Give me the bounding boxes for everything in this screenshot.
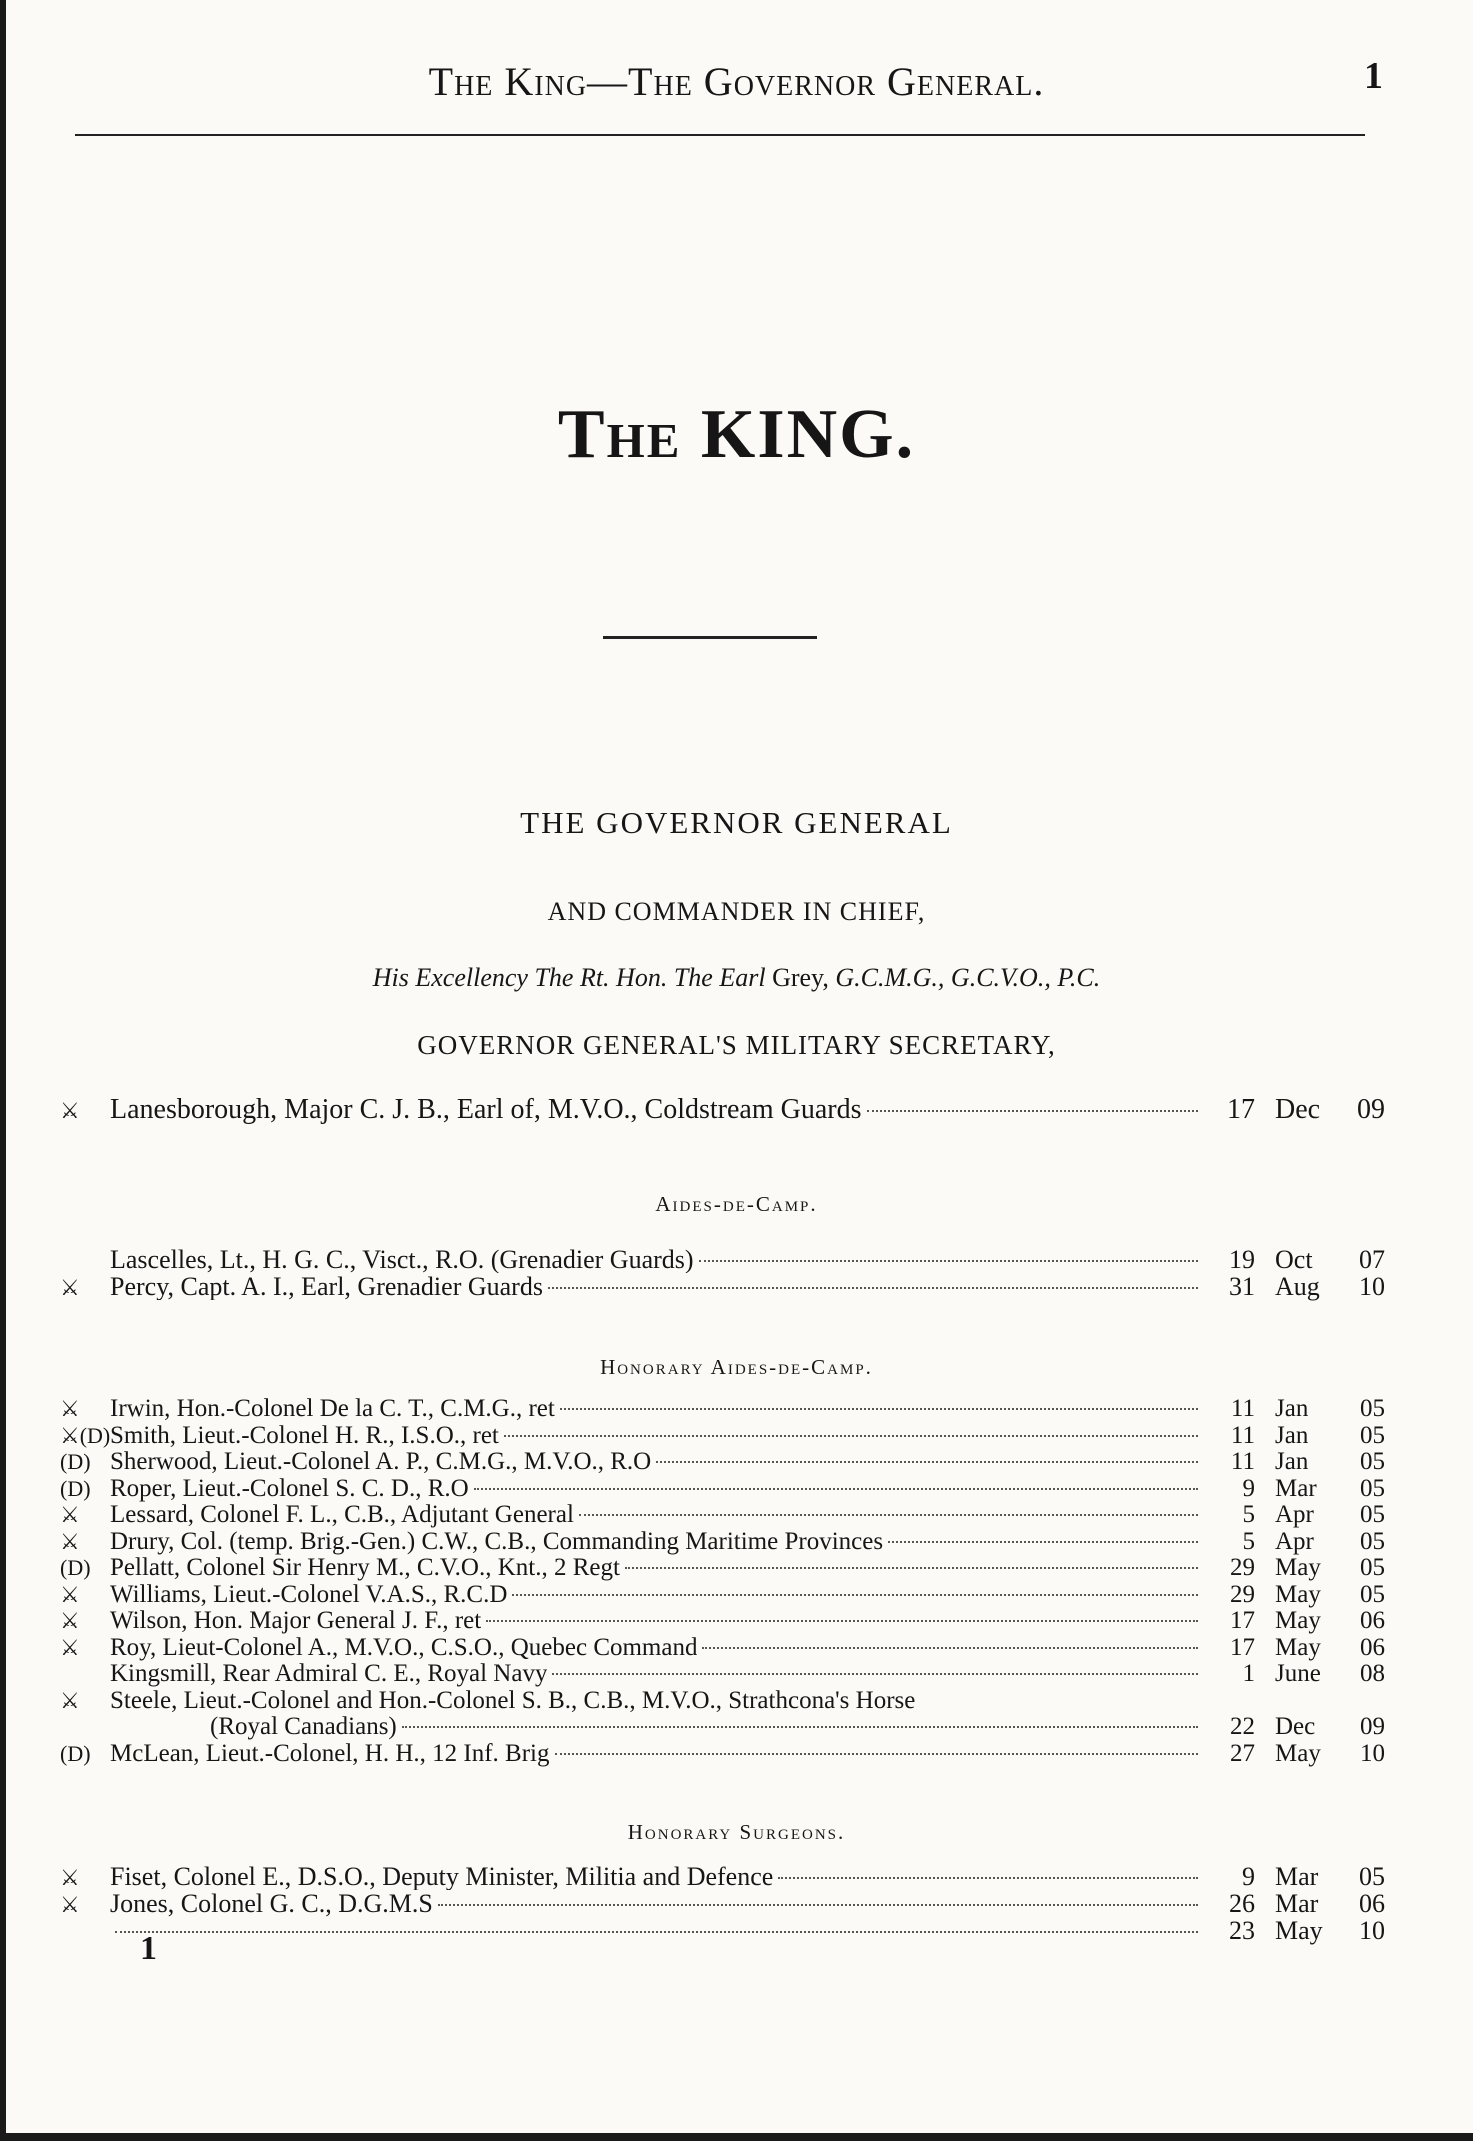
leader-dots (867, 1110, 1198, 1112)
entry-text: Lascelles, Lt., H. G. C., Visct., R.O. (Grenadier Guards) (110, 1246, 694, 1273)
page-title: The KING. (557, 396, 916, 473)
entry-text: Fiset, Colonel E., D.S.O., Deputy Minister, Militia and Defence (110, 1863, 774, 1890)
entry-year: 07 (1359, 1245, 1385, 1274)
entry-day: 27 (1230, 1739, 1255, 1767)
leader-dots (512, 1594, 1198, 1596)
holder-honours: G.C.M.G., G.C.V.O., P.C. (835, 963, 1101, 992)
leader-dots (560, 1408, 1198, 1410)
entry-year: 05 (1360, 1554, 1385, 1581)
entry-month: Aug (1275, 1272, 1320, 1301)
entry-month: Apr (1275, 1501, 1314, 1528)
aides-de-camp-heading: Aides-de-Camp. (655, 1192, 818, 1216)
governor-general-heading: THE GOVERNOR GENERAL (520, 805, 953, 840)
list-entry (60, 1863, 1385, 1890)
entry-day: 9 (1242, 1474, 1255, 1502)
entry-year: 06 (1360, 1633, 1385, 1661)
entry-year: 10 (1360, 1739, 1385, 1767)
entry-year: 05 (1360, 1580, 1385, 1608)
entry-mark: (D) (60, 1555, 91, 1580)
leader-dots (504, 1435, 1198, 1437)
commander-in-chief-subheading: AND COMMANDER IN CHIEF, (547, 897, 926, 926)
entry-month: May (1275, 1607, 1321, 1634)
entry-month: Apr (1275, 1527, 1314, 1555)
entry-mark: ⚔ (60, 1581, 80, 1607)
entry-year: 09 (1360, 1713, 1385, 1740)
entry-month: Jan (1275, 1395, 1309, 1422)
list-entry (60, 1476, 1385, 1503)
leader-dots (699, 1260, 1198, 1262)
entry-text: Sherwood, Lieut.-Colonel A. P., C.M.G., M.V.O., R.O (110, 1449, 652, 1475)
entry-mark: ⚔ (60, 1865, 80, 1890)
page-number: 1 (1364, 55, 1383, 97)
entry-day: 11 (1230, 1395, 1255, 1422)
entry-year: 05 (1360, 1421, 1385, 1449)
leader-dots (579, 1514, 1198, 1516)
entry-mark: ⚔ (60, 1502, 80, 1527)
entry-year: 08 (1360, 1660, 1385, 1687)
entry-text: Steele, Lieut.-Colonel and Hon.-Colonel S. B., C.B., M.V.O., Strathcona's Horse (110, 1687, 916, 1714)
entry-year: 10 (1359, 1916, 1385, 1945)
entry-day: 5 (1242, 1501, 1255, 1528)
military-secretary-heading: GOVERNOR GENERAL'S MILITARY SECRETARY, (417, 1030, 1056, 1060)
entry-text: Williams, Lieut.-Colonel V.A.S., R.C.D (110, 1581, 508, 1608)
entry-day: 17 (1227, 1094, 1255, 1125)
entry-mark: ⚔(D) (60, 1422, 111, 1448)
list-entry (60, 1608, 1385, 1635)
list-entry (60, 1449, 1385, 1476)
list-entry (60, 1714, 1385, 1741)
entry-year: 05 (1359, 1862, 1385, 1891)
entry-text: Wilson, Hon. Major General J. F., ret (110, 1608, 482, 1634)
entry-day: 1 (1242, 1660, 1255, 1687)
entry-text: Roy, Lieut-Colonel A., M.V.O., C.S.O., Quebec Command (110, 1634, 698, 1661)
entry-day: 11 (1230, 1421, 1255, 1449)
entry-month: June (1275, 1660, 1321, 1687)
scan-bottom-edge (0, 2133, 1473, 2141)
list-entry (60, 1555, 1385, 1582)
entry-month: Oct (1275, 1245, 1313, 1274)
entry-month: May (1275, 1580, 1321, 1608)
entry-mark: (D) (60, 1449, 91, 1474)
entry-month: Jan (1275, 1448, 1309, 1475)
entry-year: 05 (1360, 1395, 1385, 1422)
holder-name: Grey, (765, 963, 836, 992)
entry-day: 17 (1230, 1633, 1255, 1661)
entry-text: Lanesborough, Major C. J. B., Earl of, M.V.O., Coldstream Guards (110, 1094, 862, 1125)
military-secretary-list (60, 1092, 1385, 1128)
entry-mark: ⚔ (60, 1275, 80, 1300)
leader-dots (625, 1567, 1198, 1569)
entry-text: Pellatt, Colonel Sir Henry M., C.V.O., Knt., 2 Regt (110, 1555, 620, 1581)
entry-text: Smith, Lieut.-Colonel H. R., I.S.O., ret (110, 1422, 499, 1449)
entry-text: Drury, Col. (temp. Brig.-Gen.) C.W., C.B., Commanding Maritime Provinces (110, 1528, 884, 1555)
entry-mark: ⚔ (60, 1396, 80, 1421)
entry-day: 5 (1242, 1527, 1255, 1555)
entry-year: 05 (1360, 1474, 1385, 1502)
list-entry (60, 1890, 1385, 1917)
entry-text: (Royal Canadians) (210, 1714, 397, 1740)
entry-year: 09 (1357, 1094, 1385, 1125)
list-entry (60, 1396, 1385, 1423)
running-head: The King—The Governor General. (428, 59, 1045, 104)
entry-day: 19 (1229, 1245, 1255, 1274)
honorary-aides-heading: Honorary Aides-de-Camp. (600, 1355, 873, 1379)
entry-mark: ⚔ (60, 1098, 80, 1123)
entry-text: Percy, Capt. A. I., Earl, Grenadier Guards (110, 1273, 543, 1300)
list-entry (60, 1688, 1385, 1715)
honorary-surgeons-list (60, 1863, 1385, 1944)
list-entry (60, 1423, 1385, 1450)
signature-mark: 1 (140, 1930, 157, 1967)
aides-de-camp-list (60, 1246, 1385, 1300)
list-entry (60, 1529, 1385, 1556)
entry-month: Mar (1275, 1889, 1319, 1918)
holder-prefix: His Excellency The Rt. Hon. The Earl (372, 963, 766, 992)
entry-day: 22 (1230, 1713, 1255, 1740)
entry-month: May (1275, 1916, 1323, 1945)
entry-text: Jones, Colonel G. C., D.G.M.S (110, 1890, 433, 1917)
list-entry (60, 1502, 1385, 1529)
leader-dots (702, 1647, 1198, 1649)
entry-mark: (D) (60, 1475, 91, 1501)
leader-dots (486, 1620, 1198, 1622)
entry-month: Mar (1275, 1862, 1319, 1891)
entry-month: May (1275, 1554, 1321, 1581)
entry-year: 05 (1360, 1501, 1385, 1528)
header-rule (75, 134, 1365, 136)
leader-dots (888, 1541, 1198, 1543)
entry-text: Kingsmill, Rear Admiral C. E., Royal Navy (110, 1661, 548, 1687)
entry-day: 29 (1230, 1554, 1255, 1581)
entry-year: 10 (1359, 1272, 1385, 1301)
entry-day: 26 (1229, 1889, 1255, 1918)
entry-mark: ⚔ (60, 1687, 80, 1713)
entry-month: Jan (1275, 1421, 1309, 1449)
list-entry (60, 1661, 1385, 1688)
list-entry (60, 1246, 1385, 1273)
entry-month: Dec (1275, 1713, 1316, 1740)
entry-text: Lessard, Colonel F. L., C.B., Adjutant General (110, 1502, 574, 1528)
entry-text: McLean, Lieut.-Colonel, H. H., 12 Inf. Brig (110, 1740, 550, 1767)
leader-dots (552, 1673, 1198, 1675)
entry-day: 17 (1230, 1607, 1255, 1634)
entry-year: 06 (1359, 1889, 1385, 1918)
entry-mark: ⚔ (60, 1528, 80, 1554)
list-entry (60, 1582, 1385, 1609)
title-divider (603, 636, 817, 639)
honorary-surgeons-heading: Honorary Surgeons. (627, 1820, 846, 1844)
governor-general-holder (0, 963, 1473, 993)
entry-month: Mar (1275, 1474, 1317, 1502)
entry-day: 9 (1242, 1862, 1255, 1891)
leader-dots (778, 1877, 1198, 1879)
leader-dots (548, 1287, 1198, 1289)
entry-mark: ⚔ (60, 1608, 80, 1633)
entry-month: May (1275, 1633, 1321, 1661)
entry-text: Irwin, Hon.-Colonel De la C. T., C.M.G., ret (110, 1396, 555, 1422)
list-entry (60, 1273, 1385, 1300)
list-entry (60, 1741, 1385, 1768)
leader-dots (438, 1904, 1198, 1906)
entry-month: Dec (1275, 1094, 1321, 1125)
entry-mark: ⚔ (60, 1892, 80, 1917)
entry-mark: (D) (60, 1740, 91, 1766)
entry-mark: ⚔ (60, 1634, 80, 1660)
entry-day: 31 (1229, 1272, 1255, 1301)
leader-dots (115, 1931, 1198, 1933)
entry-month: May (1275, 1739, 1321, 1767)
entry-day: 29 (1230, 1580, 1255, 1608)
entry-year: 06 (1360, 1607, 1385, 1634)
list-entry (60, 1092, 1385, 1128)
entry-text: Roper, Lieut.-Colonel S. C. D., R.O (110, 1475, 469, 1502)
list-entry (60, 1635, 1385, 1662)
leader-dots (656, 1461, 1198, 1463)
honorary-aides-list (60, 1396, 1385, 1767)
entry-year: 05 (1360, 1448, 1385, 1475)
entry-year: 05 (1360, 1527, 1385, 1555)
list-entry (60, 1917, 1385, 1944)
leader-dots (402, 1726, 1198, 1728)
leader-dots (555, 1753, 1199, 1755)
entry-day: 23 (1229, 1916, 1255, 1945)
leader-dots (474, 1488, 1198, 1490)
entry-day: 11 (1230, 1448, 1255, 1475)
